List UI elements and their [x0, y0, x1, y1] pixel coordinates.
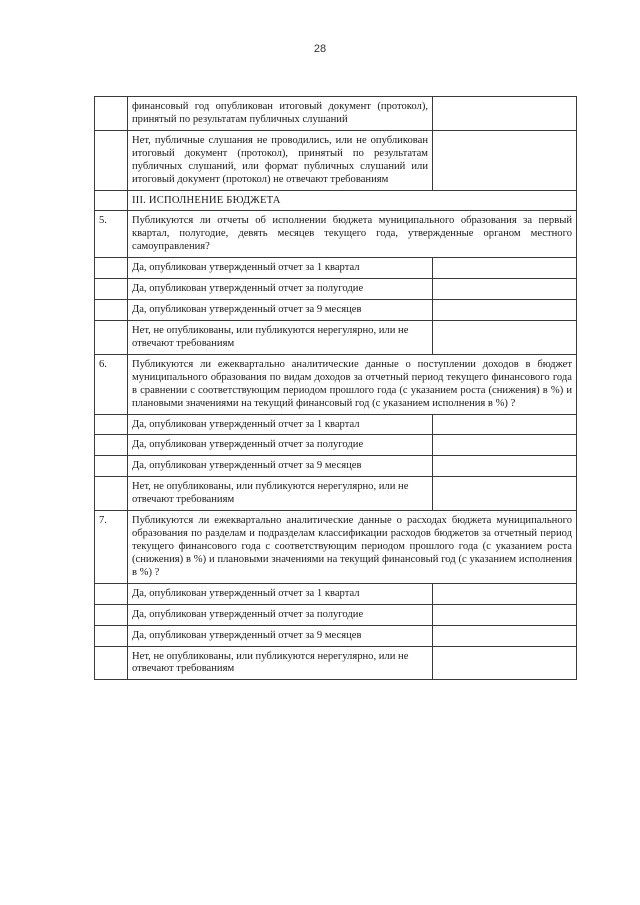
answer-option-text: Да, опубликован утвержденный отчет за 1 квартал — [128, 414, 433, 435]
score-cell — [433, 258, 577, 279]
question-row — [95, 354, 577, 414]
score-cell — [433, 414, 577, 435]
question-text: Публикуются ли отчеты об исполнении бюджета муниципального образования за первый квартал, полугодие, девять месяцев текущего года, утвержденные органом местного самоуправления? — [128, 211, 577, 258]
answer-option-row — [95, 414, 577, 435]
number-cell — [95, 130, 128, 190]
answer-option-text: Да, опубликован утвержденный отчет за 9 месяцев — [128, 300, 433, 321]
question-row — [95, 211, 577, 258]
page-number: 28 — [313, 43, 327, 55]
answer-option-row — [95, 477, 577, 511]
answer-option-text: Да, опубликован утвержденный отчет за полугодие — [128, 279, 433, 300]
answer-option-text: Нет, не опубликованы, или публикуются нерегулярно, или не отвечают требованиям — [128, 646, 433, 680]
score-cell — [433, 646, 577, 680]
answer-option-row — [95, 583, 577, 604]
question-row — [95, 511, 577, 584]
answer-option-row — [95, 97, 577, 131]
answer-option-row — [95, 646, 577, 680]
number-cell — [95, 435, 128, 456]
score-cell — [433, 97, 577, 131]
number-cell — [95, 456, 128, 477]
score-cell — [433, 130, 577, 190]
score-cell — [433, 583, 577, 604]
score-cell — [433, 456, 577, 477]
question-text: Публикуются ли ежеквартально аналитические данные о поступлении доходов в бюджет муниципального образования по видам доходов за отчетный период текущего финансового года в сравнении с соответствующим периодом прошлого года (с указанием роста (снижения) в %) и плановыми значениями на текущий финансовый год (с указанием исполнения в %) ? — [128, 354, 577, 414]
answer-option-text: Да, опубликован утвержденный отчет за 1 квартал — [128, 258, 433, 279]
number-cell — [95, 190, 128, 211]
answer-option-row — [95, 625, 577, 646]
answer-option-text: Да, опубликован утвержденный отчет за полугодие — [128, 604, 433, 625]
score-cell — [433, 477, 577, 511]
number-cell — [95, 625, 128, 646]
number-cell — [95, 646, 128, 680]
score-cell — [433, 625, 577, 646]
criteria-table — [94, 96, 577, 680]
question-number: 6. — [95, 354, 128, 414]
answer-option-text: Нет, не опубликованы, или публикуются нерегулярно, или не отвечают требованиям — [128, 477, 433, 511]
answer-option-text: финансовый год опубликован итоговый документ (протокол), принятый по результатам публичных слушаний — [128, 97, 433, 131]
question-number: 5. — [95, 211, 128, 258]
answer-option-row — [95, 456, 577, 477]
answer-option-row — [95, 279, 577, 300]
number-cell — [95, 583, 128, 604]
question-number: 7. — [95, 511, 128, 584]
number-cell — [95, 258, 128, 279]
question-text: Публикуются ли ежеквартально аналитические данные о расходах бюджета муниципального образования по разделам и подразделам классификации расходов бюджетов за отчетный период текущего финансового года с соответствующим периодом прошлого года (с указанием роста (снижения) в %) и плановыми значениями на текущий финансовый год (с указанием исполнения в %) ? — [128, 511, 577, 584]
number-cell — [95, 477, 128, 511]
score-cell — [433, 300, 577, 321]
answer-option-row — [95, 258, 577, 279]
answer-option-row — [95, 300, 577, 321]
answer-option-text: Да, опубликован утвержденный отчет за 1 квартал — [128, 583, 433, 604]
answer-option-row — [95, 320, 577, 354]
answer-option-row — [95, 130, 577, 190]
answer-option-text: Нет, публичные слушания не проводились, или не опубликован итоговый документ (протокол), принятый по результатам публичных слушаний, или формат публичных слушаний или итоговый документ (протокол) не отвечают требованиям — [128, 130, 433, 190]
number-cell — [95, 97, 128, 131]
score-cell — [433, 604, 577, 625]
score-cell — [433, 279, 577, 300]
answer-option-text: Да, опубликован утвержденный отчет за 9 месяцев — [128, 625, 433, 646]
number-cell — [95, 604, 128, 625]
answer-option-row — [95, 435, 577, 456]
answer-option-text: Да, опубликован утвержденный отчет за полугодие — [128, 435, 433, 456]
score-cell — [433, 435, 577, 456]
number-cell — [95, 414, 128, 435]
number-cell — [95, 320, 128, 354]
score-cell — [433, 320, 577, 354]
number-cell — [95, 279, 128, 300]
criteria-table-body — [95, 97, 577, 680]
section-row — [95, 190, 577, 211]
answer-option-text: Да, опубликован утвержденный отчет за 9 месяцев — [128, 456, 433, 477]
answer-option-row — [95, 604, 577, 625]
number-cell — [95, 300, 128, 321]
section-heading: III. ИСПОЛНЕНИЕ БЮДЖЕТА — [128, 190, 577, 211]
answer-option-text: Нет, не опубликованы, или публикуются нерегулярно, или не отвечают требованиям — [128, 320, 433, 354]
